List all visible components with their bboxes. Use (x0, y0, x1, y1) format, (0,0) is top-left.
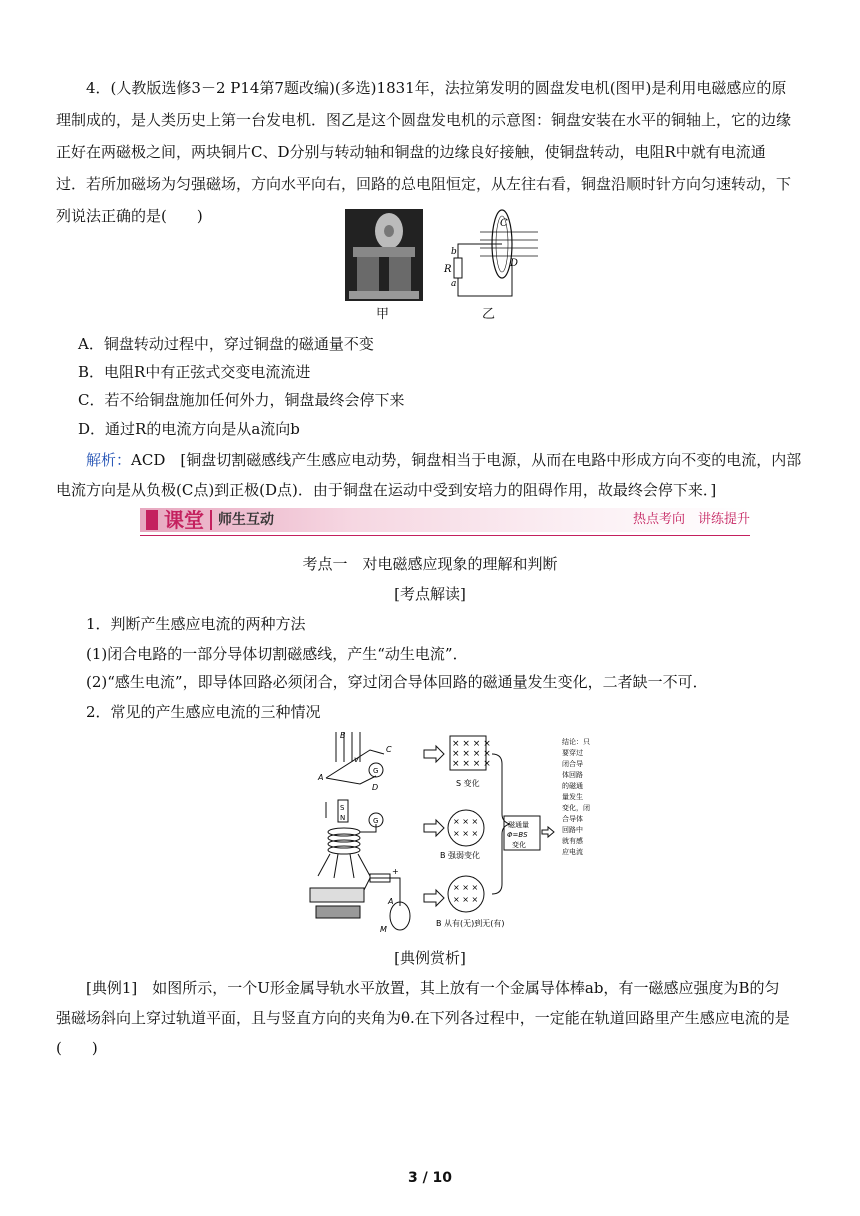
figure-yi-label-a: a (451, 279, 457, 289)
svg-text:G: G (373, 817, 379, 825)
q4-line-4: 过．若所加磁场为匀强磁场，方向水平向右，回路的总电阻恒定，从左往右看，铜盘沿顺时针方向匀速转动，下 (56, 175, 792, 193)
figure-yi-label-b: b (451, 247, 457, 257)
option-d: D．通过R的电流方向是从a流向b (78, 420, 300, 438)
example1-line-2: 强磁场斜向上穿过轨道平面，且与竖直方向的夹角为θ.在下列各过程中，一定能在轨道回路里产生感应电流的是 (56, 1009, 790, 1027)
analysis-label: 解析： (86, 451, 132, 469)
svg-text:D: D (372, 783, 379, 792)
svg-text:的磁通: 的磁通 (562, 782, 583, 790)
svg-text:要穿过: 要穿过 (562, 749, 583, 757)
svg-text:结论：只: 结论：只 (562, 738, 590, 746)
figure-yi-label-r: R (444, 264, 452, 275)
banner-title: 课堂 (164, 508, 204, 532)
figure-yi-label-c: C (500, 218, 508, 229)
case1-grid (450, 736, 491, 770)
case2-apparatus (318, 800, 383, 878)
figure-jia-photo (345, 209, 423, 301)
svg-text:+: + (392, 867, 399, 876)
figure-yi-label-d: D (510, 258, 519, 269)
analysis-line-2: 电流方向是从负极(C点)到正极(D点)．由于铜盘在运动中受到安培力的阻碍作用，故最终会停下来．] (56, 481, 717, 499)
analysis-line-1 (56, 448, 808, 472)
case2-label: B 强弱变化 (440, 851, 481, 860)
banner-right-text: 热点考向 讲练提升 (632, 512, 750, 527)
kaodian-jiedu: [考点解读] (394, 585, 466, 603)
svg-text:A: A (318, 773, 324, 782)
option-c: C．若不给铜盘施加任何外力，铜盘最终会停下来 (78, 391, 405, 409)
case3-circle (448, 876, 484, 912)
case1-label: S 变化 (456, 779, 480, 788)
svg-text:× × × ×: × × × × (452, 749, 491, 759)
q4-line-2: 理制成的，是人类历史上第一台发电机．图乙是这个圆盘发电机的示意图：铜盘安装在水平的铜轴上，它的边缘 (56, 111, 792, 129)
dianli-shangxi: [典例赏析] (394, 949, 466, 967)
figure-yi-schematic (440, 204, 540, 304)
q4-line-1: 4．(人教版选修3－2 P14第7题改编)(多选)1831年，法拉第发明的圆盘发电机(图甲)是利用电磁感应的原 (86, 79, 787, 97)
point-1: 1．判断产生感应电流的两种方法 (86, 615, 306, 633)
example1-line-1: [典例1] 如图所示，一个U形金属导轨水平放置，其上放有一个金属导体棒ab，有一磁感应强度为B的匀 (86, 979, 780, 997)
svg-text:× × ×: × × × (453, 829, 479, 838)
svg-text:就有感: 就有感 (562, 837, 583, 845)
example1-line-3: ( ) (56, 1039, 98, 1057)
banner-mark (146, 510, 158, 530)
flux-line-1: 磁通量 (508, 821, 529, 829)
case1-apparatus (317, 731, 392, 792)
case3-label: B 从有(无)到无(有) (436, 919, 505, 928)
svg-text:量发生: 量发生 (562, 793, 583, 801)
svg-text:B: B (340, 731, 346, 740)
svg-text:N: N (340, 814, 346, 822)
svg-text:应电流: 应电流 (562, 848, 583, 856)
q4-line-5: 列说法正确的是( ) (56, 207, 203, 225)
case-arrows (424, 746, 444, 906)
figure-jia-label: 甲 (376, 307, 390, 322)
svg-text:v: v (354, 755, 359, 764)
case3-apparatus (310, 867, 410, 934)
point-1-2: (2)“感生电流”，即导体回路必须闭合，穿过闭合导体回路的磁通量发生变化，二者缺一不可． (86, 673, 708, 691)
svg-text:M: M (380, 925, 387, 934)
svg-text:回路中: 回路中 (562, 826, 583, 834)
banner-subtitle: 师生互动 (218, 512, 274, 528)
svg-text:S: S (340, 804, 345, 812)
section-banner (140, 508, 750, 538)
svg-text:变化，闭: 变化，闭 (562, 804, 590, 812)
svg-text:G: G (373, 767, 379, 775)
q4-line-3: 正好在两磁极之间，两块铜片C、D分别与转动轴和铜盘的边缘良好接触，使铜盘转动，电阻R中就有电流通 (56, 143, 766, 161)
flux-line-3: 变化 (512, 841, 526, 849)
svg-text:C: C (386, 745, 392, 754)
svg-text:A: A (388, 897, 394, 906)
svg-text:× × × ×: × × × × (452, 759, 491, 769)
page-number: 3 / 10 (407, 1170, 453, 1186)
svg-text:× × ×: × × × (453, 817, 479, 826)
figure-yi-label: 乙 (482, 307, 496, 322)
kaodian-title: 考点一 对电磁感应现象的理解和判断 (302, 555, 558, 573)
option-b: B．电阻R中有正弦式交变电流流进 (78, 363, 311, 381)
point-1-1: (1)闭合电路的一部分导体切割磁感线，产生“动生电流”． (86, 645, 468, 663)
svg-text:× × ×: × × × (453, 895, 479, 904)
svg-text:× × × ×: × × × × (452, 739, 491, 749)
svg-text:× × ×: × × × (453, 883, 479, 892)
svg-text:闭合导: 闭合导 (562, 760, 583, 768)
option-a: A．铜盘转动过程中，穿过铜盘的磁通量不变 (78, 335, 374, 353)
svg-text:体回路: 体回路 (562, 771, 583, 779)
analysis-text-1: ACD [铜盘切割磁感线产生感应电动势，铜盘相当于电源，从而在电路中形成方向不变的电流，内部 (131, 451, 802, 469)
induction-cases-diagram (300, 728, 600, 940)
case2-circle (448, 810, 484, 846)
svg-text:合导体: 合导体 (562, 815, 583, 823)
point-2: 2．常见的产生感应电流的三种情况 (86, 703, 321, 721)
flux-line-2: Φ=BS (507, 831, 528, 839)
conclusion-text (562, 737, 590, 856)
